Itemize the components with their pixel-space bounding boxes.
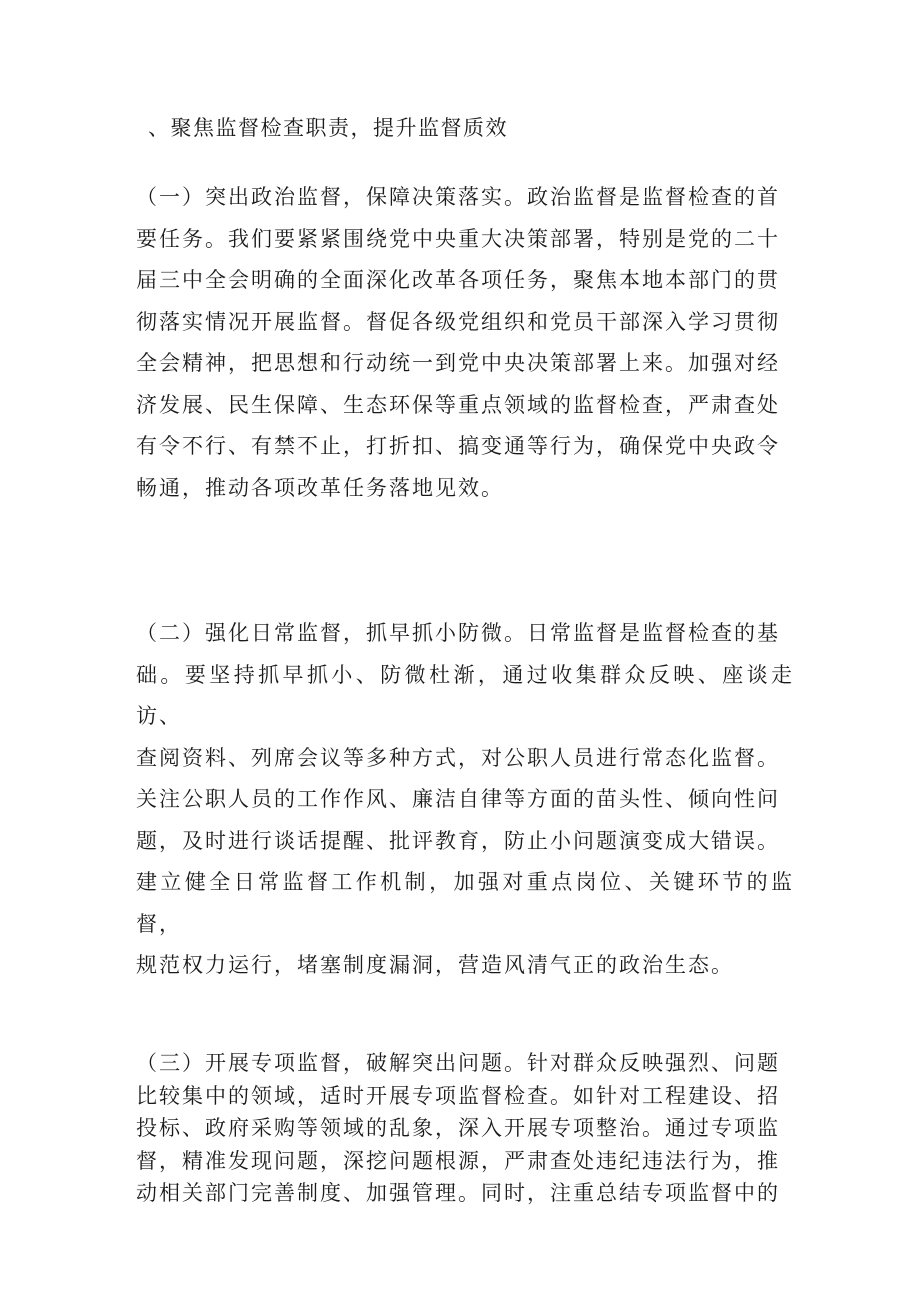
paragraph-special-supervision: （三）开展专项监督，破解突出问题。针对群众反映强烈、问题 比较集中的领域，适时开展专项监督检查。如针对工程建设、招 投标、政府采购等领域的乱象，深入开展专项整治。通过专项监 督，精准发现问题，深挖问题根源，严肃查处违纪违法行为，推 动相关部门完善制度、加强管理。同时，注重总结专项监督中的 [136,1051,780,1205]
paragraph-daily-supervision: （二）强化日常监督，抓早抓小防微。日常监督是监督检查的基 础。要坚持抓早抓小、防微杜渐，通过收集群众反映、座谈走访、 查阅资料、列席会议等多种方式，对公职人员进行常态化监督。 关注公职人员的工作作风、廉洁自律等方面的苗头性、倾向性问 题，及时进行谈话提醒、批评教育，防止小问题演变成大错误。 建立健全日常监督工作机制，加强对重点岗位、关键环节的监督， 规范权力运行，堵塞制度漏洞，营造风清气正的政治生态。 [136,621,794,977]
section-heading: 、聚焦监督检查职责，提升监督质效 [148,116,508,140]
paragraph-political-supervision: （一）突出政治监督，保障决策落实。政治监督是监督检查的首 要任务。我们要紧紧围绕党中央重大决策部署，特别是党的二十 届三中全会明确的全面深化改革各项任务，聚焦本地本部门的贯 彻落实情况开展监督。督促各级党组织和党员干部深入学习贯彻 全会精神，把思想和行动统一到党中央决策部署上来。加强对经 济发展、民生保障、生态环保等重点领域的监督检查，严肃查处 有令不行、有禁不止，打折扣、搞变通等行为，确保党中央政令 畅通，推动各项改革任务落地见效。 [136,185,780,500]
